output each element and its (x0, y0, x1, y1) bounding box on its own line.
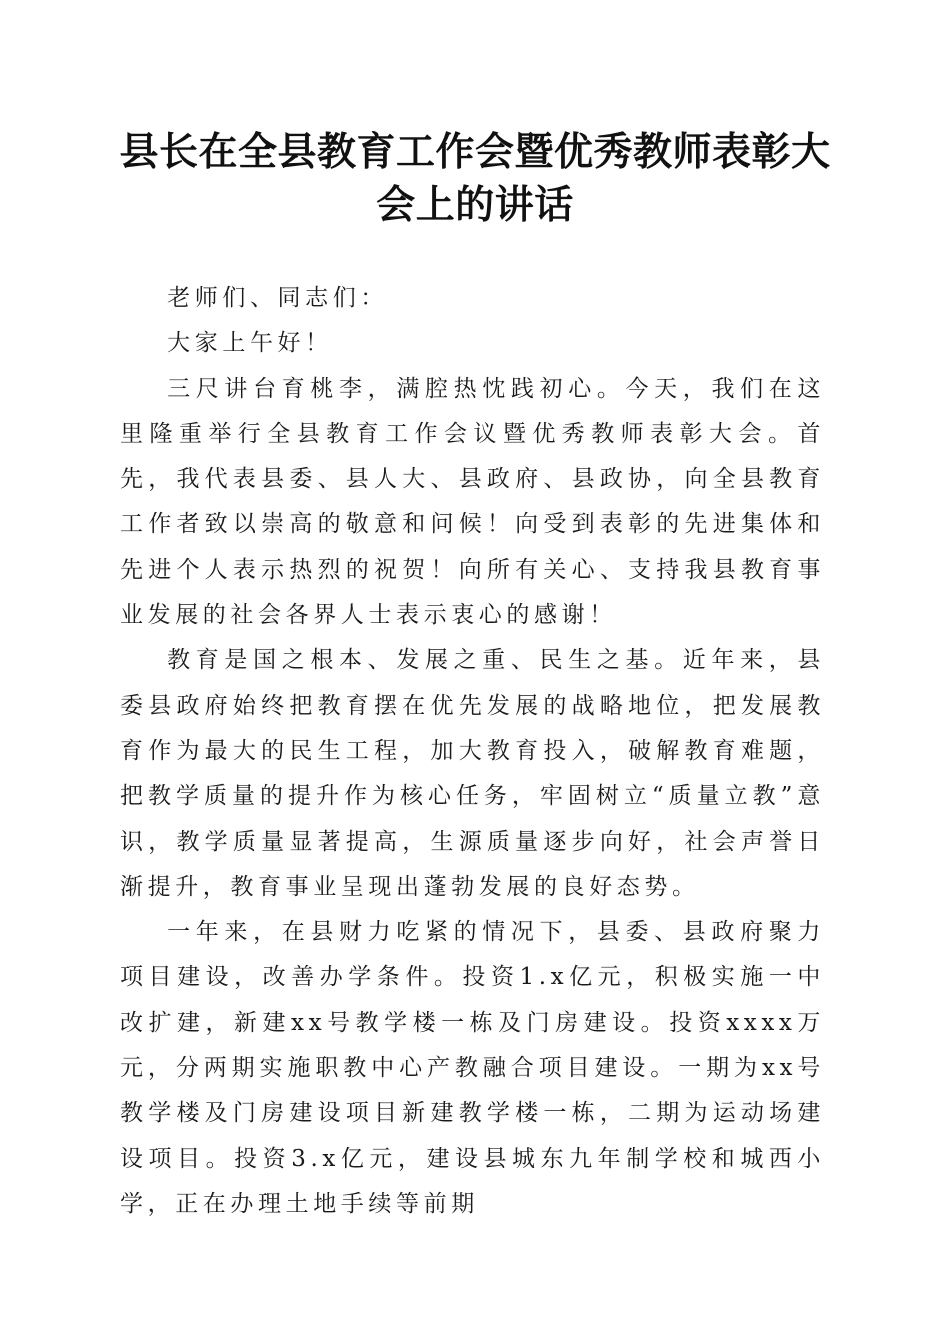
greeting-paragraph: 大家上午好！ (167, 330, 333, 357)
document-title: 县长在全县教育工作会暨优秀教师表彰大会上的讲话 (119, 129, 831, 228)
body-paragraph: 一年来，在县财力吃紧的情况下，县委、县政府聚力项目建设，改善办学条件。投资1.x亿元，积极实施一中改扩建，新建xx号教学楼一栋及门房建设。投资xxxx万元，分两期实施职教中心产教融合项目建设。一期为xx号教学楼及门房建设项目新建教学楼一栋，二期为运动场建设项目。投资3.x亿元，建设县城东九年制学校和城西小学，正在办理土地手续等前期 (120, 919, 825, 1217)
body-paragraph: 教育是国之根本、发展之重、民生之基。近年来，县委县政府始终把教育摆在优先发展的战略地位，把发展教育作为最大的民生工程，加大教育投入，破解教育难题，把教学质量的提升作为核心任务，牢固树立“质量立教”意识，教学质量显著提高，生源质量逐步向好，社会声誉日渐提升，教育事业呈现出蓬勃发展的良好态势。 (120, 647, 825, 900)
salutation-paragraph: 老师们、同志们： (167, 285, 388, 311)
body-paragraph: 三尺讲台育桃李，满腔热忱践初心。今天，我们在这里隆重举行全县教育工作会议暨优秀教师表彰大会。首先，我代表县委、县人大、县政府、县政协，向全县教育工作者致以崇高的敬意和问候！向受到表彰的先进集体和先进个人表示热烈的祝贺！向所有关心、支持我县教育事业发展的社会各界人士表示衷心的感谢！ (120, 375, 825, 629)
document-body (120, 276, 825, 1227)
